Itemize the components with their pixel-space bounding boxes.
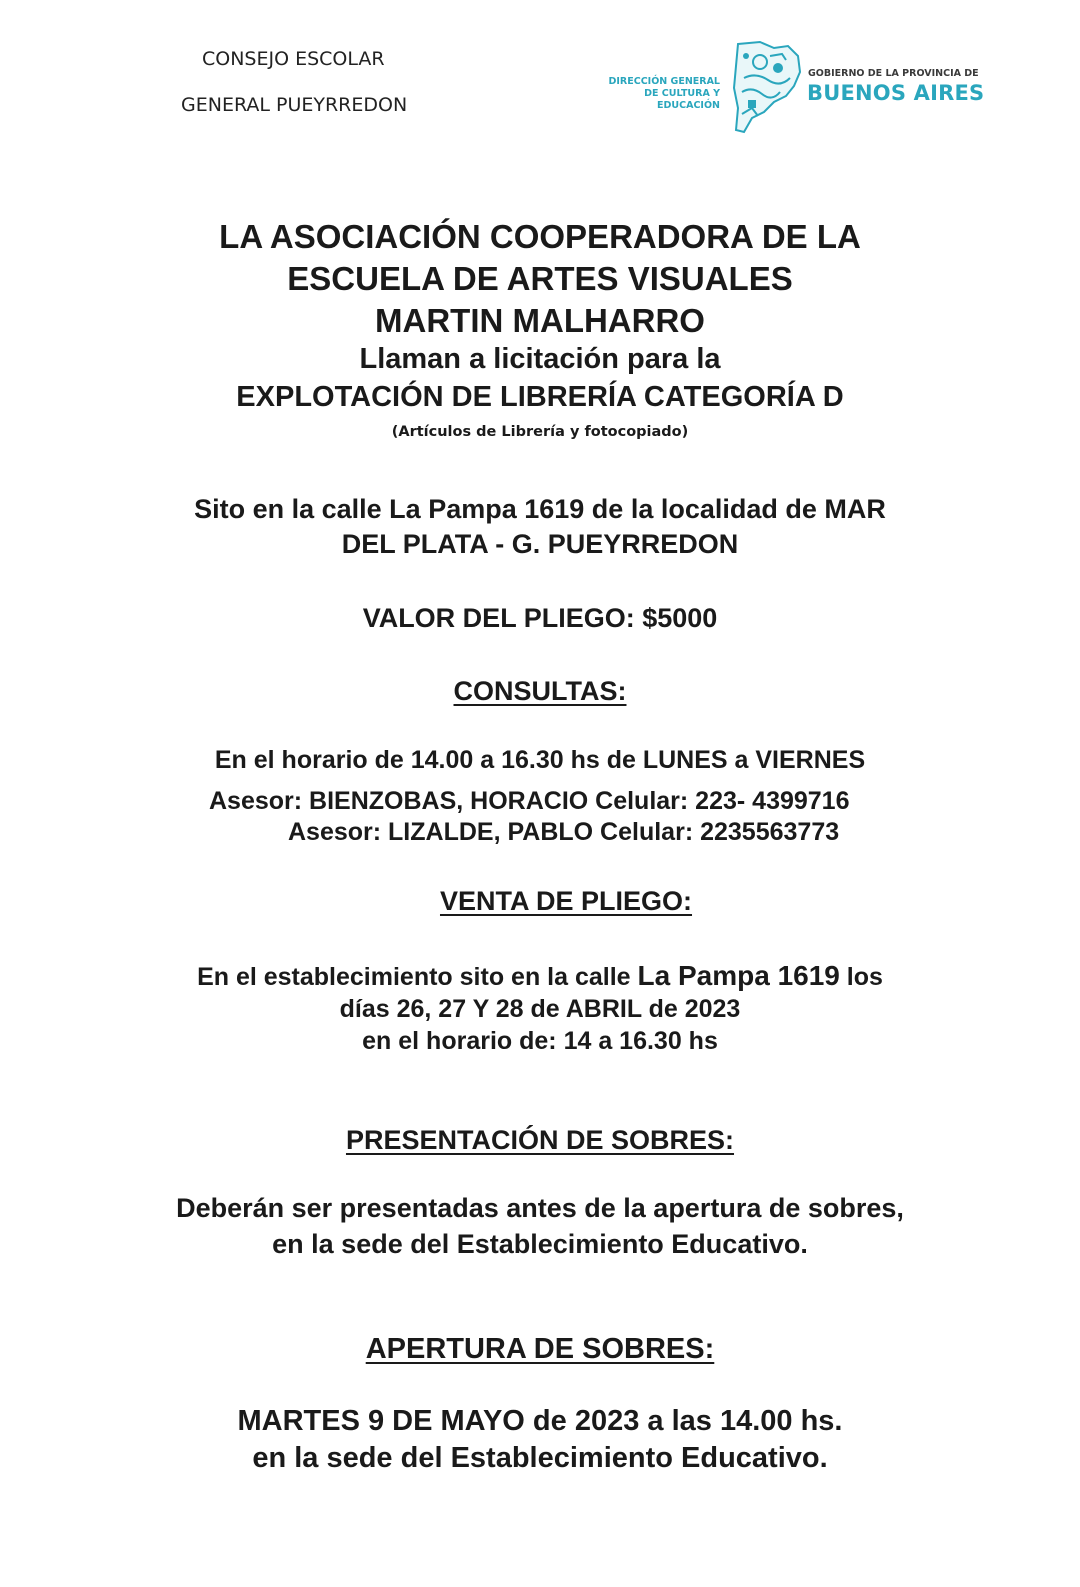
apertura-line2: en la sede del Establecimiento Educativo. — [252, 1442, 828, 1474]
province-logo — [586, 36, 996, 140]
buenos-aires-text: BUENOS AIRES — [807, 81, 985, 105]
apertura-heading: APERTURA DE SOBRES: — [365, 1333, 715, 1365]
advisor-2: Asesor: LIZALDE, PABLO Celular: 2235563773 — [288, 818, 840, 846]
presentacion-line1: Deberán ser presentadas antes de la apertura de sobres, — [176, 1193, 904, 1223]
apertura-line1: MARTES 9 DE MAYO de 2023 a las 14.00 hs. — [237, 1405, 843, 1437]
venta-line1: En el establecimiento sito en la calle La Pampa 1619 los — [197, 960, 883, 991]
council-name-line1: CONSEJO ESCOLAR — [202, 48, 385, 70]
council-name-line2: GENERAL PUEYRREDON — [181, 94, 408, 116]
title-line1: LA ASOCIACIÓN COOPERADORA DE LA — [219, 218, 861, 255]
venta-line2: días 26, 27 Y 28 de ABRIL de 2023 — [339, 995, 741, 1023]
consultas-heading: CONSULTAS: — [453, 676, 627, 706]
advisor-1: Asesor: BIENZOBAS, HORACIO Celular: 223- 4399716 — [209, 787, 850, 815]
consultas-schedule: En el horario de 14.00 a 16.30 hs de LUNES a VIERNES — [214, 746, 866, 774]
presentacion-heading: PRESENTACIÓN DE SOBRES: — [345, 1125, 735, 1155]
title-line3: MARTIN MALHARRO — [375, 302, 705, 339]
location-line2: DEL PLATA - G. PUEYRREDON — [341, 529, 739, 559]
province-map-icon — [730, 38, 804, 136]
location-line1: Sito en la calle La Pampa 1619 de la localidad de MAR — [194, 494, 886, 524]
title-line4: Llaman a licitación para la — [359, 343, 721, 375]
venta-heading: VENTA DE PLIEGO: — [439, 886, 693, 916]
direccion-general-text: DIRECCIÓN GENERAL DE CULTURA Y EDUCACIÓN — [608, 76, 720, 111]
venta-line3: en el horario de: 14 a 16.30 hs — [362, 1027, 718, 1055]
presentacion-line2: en la sede del Establecimiento Educativo. — [272, 1229, 808, 1259]
title-line2: ESCUELA DE ARTES VISUALES — [287, 260, 793, 297]
title-line5: EXPLOTACIÓN DE LIBRERÍA CATEGORÍA D — [236, 381, 844, 413]
price-text: VALOR DEL PLIEGO: $5000 — [362, 603, 718, 633]
gobierno-text: GOBIERNO DE LA PROVINCIA DE — [808, 68, 979, 79]
title-note: (Artículos de Librería y fotocopiado) — [391, 424, 689, 440]
